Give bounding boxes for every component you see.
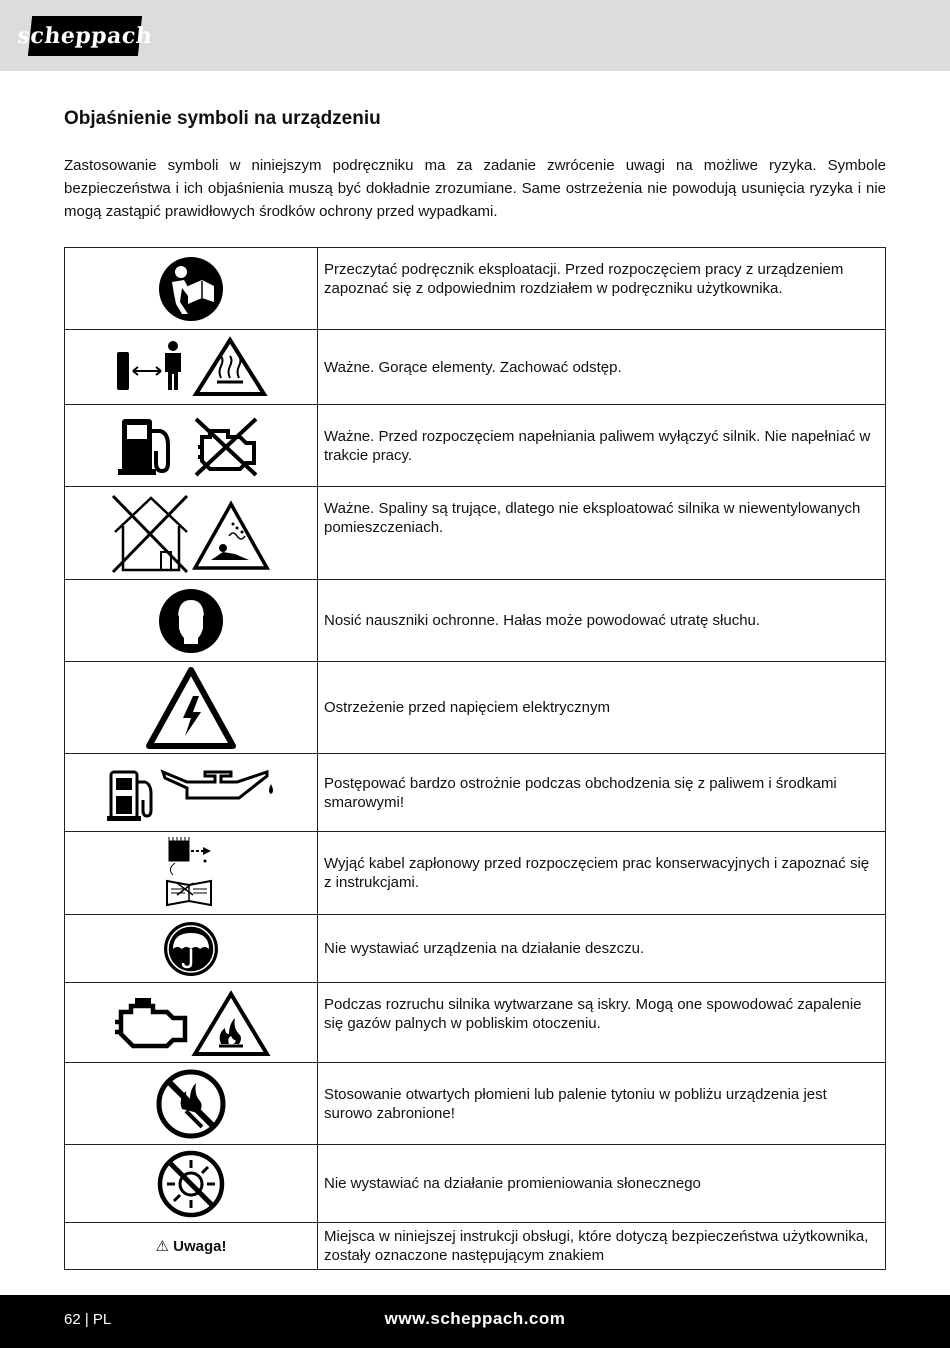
symbol-description: Ważne. Przed rozpoczęciem napełniania paliwem wyłączyć silnik. Nie napełniać w trakcie pracy. <box>318 405 886 487</box>
table-row <box>65 754 886 832</box>
brand-logo[interactable]: scheppach <box>28 16 142 56</box>
symbol-description: Postępować bardzo ostrożnie podczas obchodzenia się z paliwem i środkami smarowymi! <box>318 754 886 832</box>
symbol-cell <box>65 1063 318 1145</box>
symbol-description: Wyjąć kabel zapłonowy przed rozpoczęciem prac konserwacyjnych i zapoznać się z instrukcjami. <box>318 832 886 915</box>
symbol-cell <box>65 662 318 754</box>
table-row <box>65 1223 886 1270</box>
footer-bar <box>0 1295 950 1348</box>
page-title: Objaśnienie symboli na urządzeniu <box>64 108 381 129</box>
symbol-description: Ważne. Gorące elementy. Zachować odstęp. <box>318 330 886 405</box>
hot-surface-distance-icon <box>111 336 271 398</box>
symbol-description: Przeczytać podręcznik eksploatacji. Przed rozpoczęciem pracy z urządzeniem zapoznać się z odpowiednim rozdziałem w podręczniku użytkownika. <box>318 248 886 330</box>
table-row <box>65 405 886 487</box>
read-manual-icon <box>158 256 224 322</box>
symbol-cell <box>65 1145 318 1223</box>
table-row <box>65 915 886 983</box>
engine-sparks-fire-icon <box>111 988 271 1058</box>
table-row <box>65 248 886 330</box>
table-row <box>65 983 886 1063</box>
symbol-description: Nie wystawiać urządzenia na działanie deszczu. <box>318 915 886 983</box>
header-bar <box>0 0 950 71</box>
symbol-cell <box>65 330 318 405</box>
table-row <box>65 832 886 915</box>
symbol-cell <box>65 405 318 487</box>
symbols-table <box>64 247 886 1270</box>
symbol-description: Nosić nauszniki ochronne. Hałas może powodować utratę słuchu. <box>318 580 886 662</box>
symbol-cell <box>65 248 318 330</box>
no-open-flame-icon <box>156 1069 226 1139</box>
symbol-cell <box>65 832 318 915</box>
electric-voltage-icon <box>145 666 237 750</box>
symbol-description: Ostrzeżenie przed napięciem elektrycznym <box>318 662 886 754</box>
symbol-cell <box>65 983 318 1063</box>
table-row <box>65 662 886 754</box>
symbol-cell <box>65 487 318 580</box>
intro-paragraph: Zastosowanie symboli w niniejszym podręczniku ma za zadanie zwrócenie uwagi na możliwe ryzyka. Symbole bezpieczeństwa i ich objaśnienia muszą być dokładnie zrozumiane. Same ostrzeżenia nie powodują usunięcia ryzyka i nie mogą zastąpić prawidłowych środków ochrony przed wypadkami. <box>64 157 886 220</box>
warning-description: Miejsca w niniejszej instrukcji obsługi, które dotyczą bezpieczeństwa użytkownika, zostały oznaczone następującym znakiem <box>318 1223 886 1270</box>
table-row <box>65 1145 886 1223</box>
refuel-engine-off-icon <box>116 413 266 479</box>
table-row <box>65 580 886 662</box>
table-row <box>65 330 886 405</box>
warning-label: ⚠ Uwaga! <box>65 1223 318 1270</box>
toxic-exhaust-icon <box>111 492 271 574</box>
symbol-cell <box>65 580 318 662</box>
page-number: 62 | PL <box>64 1311 112 1328</box>
symbol-description: Stosowanie otwartych płomieni lub palenie tytoniu w pobliżu urządzenia jest surowo zabronione! <box>318 1063 886 1145</box>
table-row <box>65 1063 886 1145</box>
no-sunlight-icon <box>157 1150 225 1218</box>
symbol-cell <box>65 915 318 983</box>
symbol-description: Ważne. Spaliny są trujące, dlatego nie eksploatować silnika w niewentylowanych pomieszczeniach. <box>318 487 886 580</box>
symbol-description: Podczas rozruchu silnika wytwarzane są iskry. Mogą one spowodować zapalenie się gazów palnych w pobliskim otoczeniu. <box>318 983 886 1063</box>
symbol-description: Nie wystawiać na działanie promieniowania słonecznego <box>318 1145 886 1223</box>
spark-plug-manual-icon <box>163 837 219 909</box>
ear-protection-icon <box>158 588 224 654</box>
website-link[interactable]: www.scheppach.com <box>384 1309 566 1328</box>
rain-umbrella-icon <box>163 921 219 977</box>
symbol-cell <box>65 754 318 832</box>
fuel-oil-icon <box>105 762 277 824</box>
table-row <box>65 487 886 580</box>
